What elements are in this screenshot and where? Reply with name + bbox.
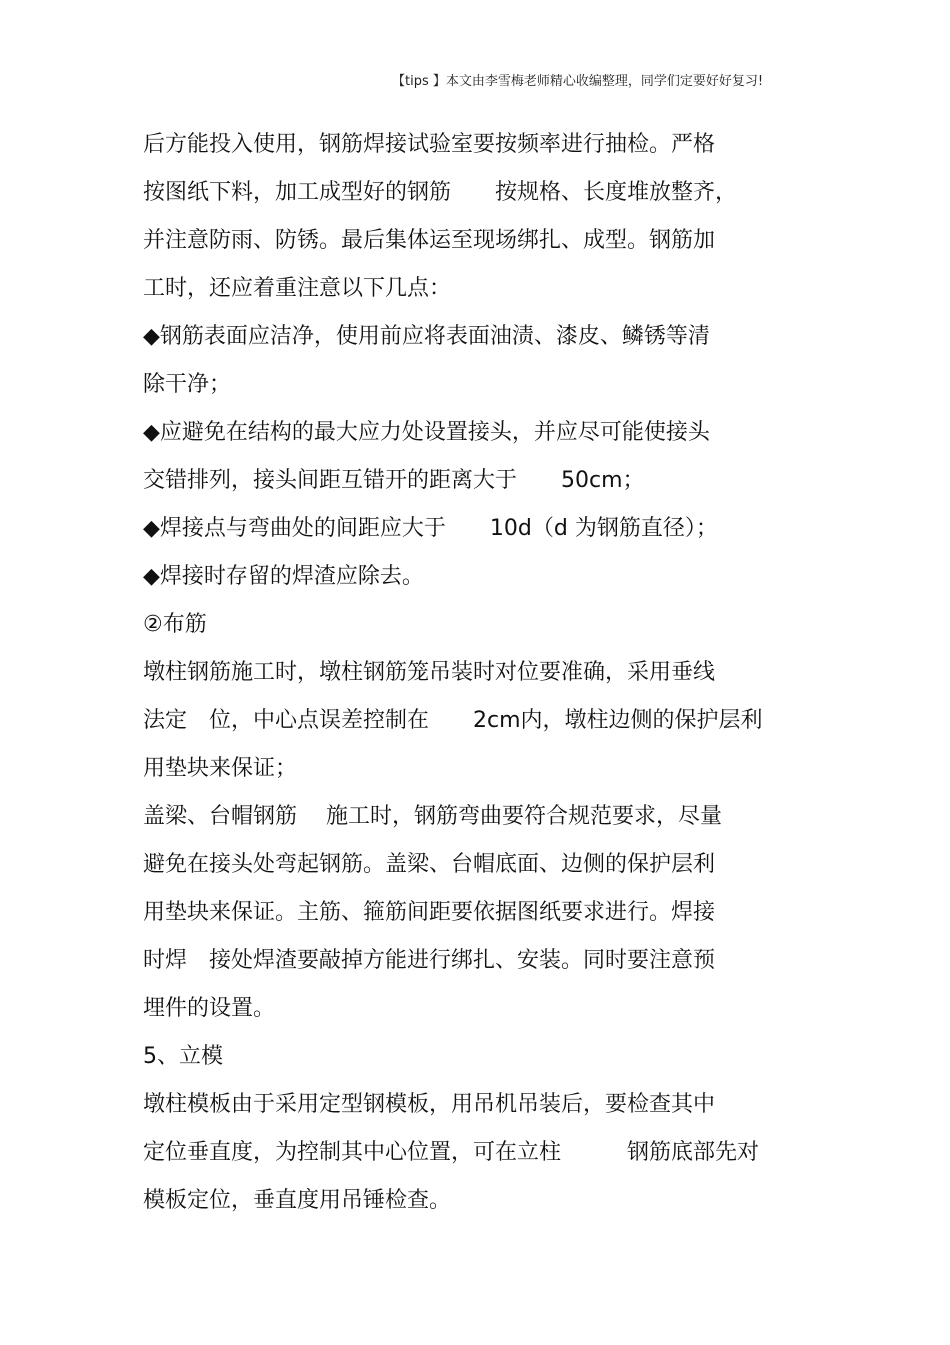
text-line: 定位垂直度，为控制其中心位置，可在立柱 钢筋底部先对 — [143, 1140, 760, 1165]
text-line: ◆焊接点与弯曲处的间距应大于 10d（d 为钢筋直径）； — [143, 516, 718, 541]
text-line: 墩柱模板由于采用定型钢模板，用吊机吊装后，要检查其中 — [143, 1092, 716, 1117]
text-line: 并注意防雨、防锈。最后集体运至现场绑扎、成型。钢筋加 — [143, 228, 716, 253]
text-line: 埋件的设置。 — [143, 996, 276, 1021]
header-note: 【tips 】本文由李雪梅老师精心收编整理，同学们定要好好复习! — [392, 74, 764, 89]
text-line: 避免在接头处弯起钢筋。盖梁、台帽底面、边侧的保护层利 — [143, 852, 716, 877]
text-line: 模板定位，垂直度用吊锤检查。 — [143, 1188, 452, 1213]
text-line: 交错排列，接头间距互错开的距离大于 50cm； — [143, 468, 645, 493]
text-line: 法定 位，中心点误差控制在 2cm内，墩柱边侧的保护层利 — [143, 708, 763, 733]
text-line: ◆钢筋表面应洁净，使用前应将表面油渍、漆皮、鳞锈等清 — [143, 324, 710, 349]
text-line: 用垫块来保证； — [143, 756, 298, 781]
text-line: 除干净； — [143, 372, 232, 397]
text-line: 墩柱钢筋施工时，墩柱钢筋笼吊装时对位要准确，采用垂线 — [143, 660, 716, 685]
section-heading: 5、立模 — [143, 1044, 223, 1069]
text-line: 后方能投入使用，钢筋焊接试验室要按频率进行抽检。严格 — [143, 132, 716, 157]
text-line: 工时，还应着重注意以下几点： — [143, 276, 452, 301]
text-line: ◆焊接时存留的焊渣应除去。 — [143, 564, 424, 589]
text-line: 按图纸下料，加工成型好的钢筋 按规格、长度堆放整齐， — [143, 180, 738, 205]
text-line: ◆应避免在结构的最大应力处设置接头，并应尽可能使接头 — [143, 420, 710, 445]
text-line: 用垫块来保证。主筋、箍筋间距要依据图纸要求进行。焊接 — [143, 900, 716, 925]
text-line: 时焊 接处焊渣要敲掉方能进行绑扎、安装。同时要注意预 — [143, 948, 716, 973]
text-line: 盖梁、台帽钢筋 施工时，钢筋弯曲要符合规范要求，尽量 — [143, 804, 722, 829]
section-heading: ②布筋 — [143, 612, 207, 637]
